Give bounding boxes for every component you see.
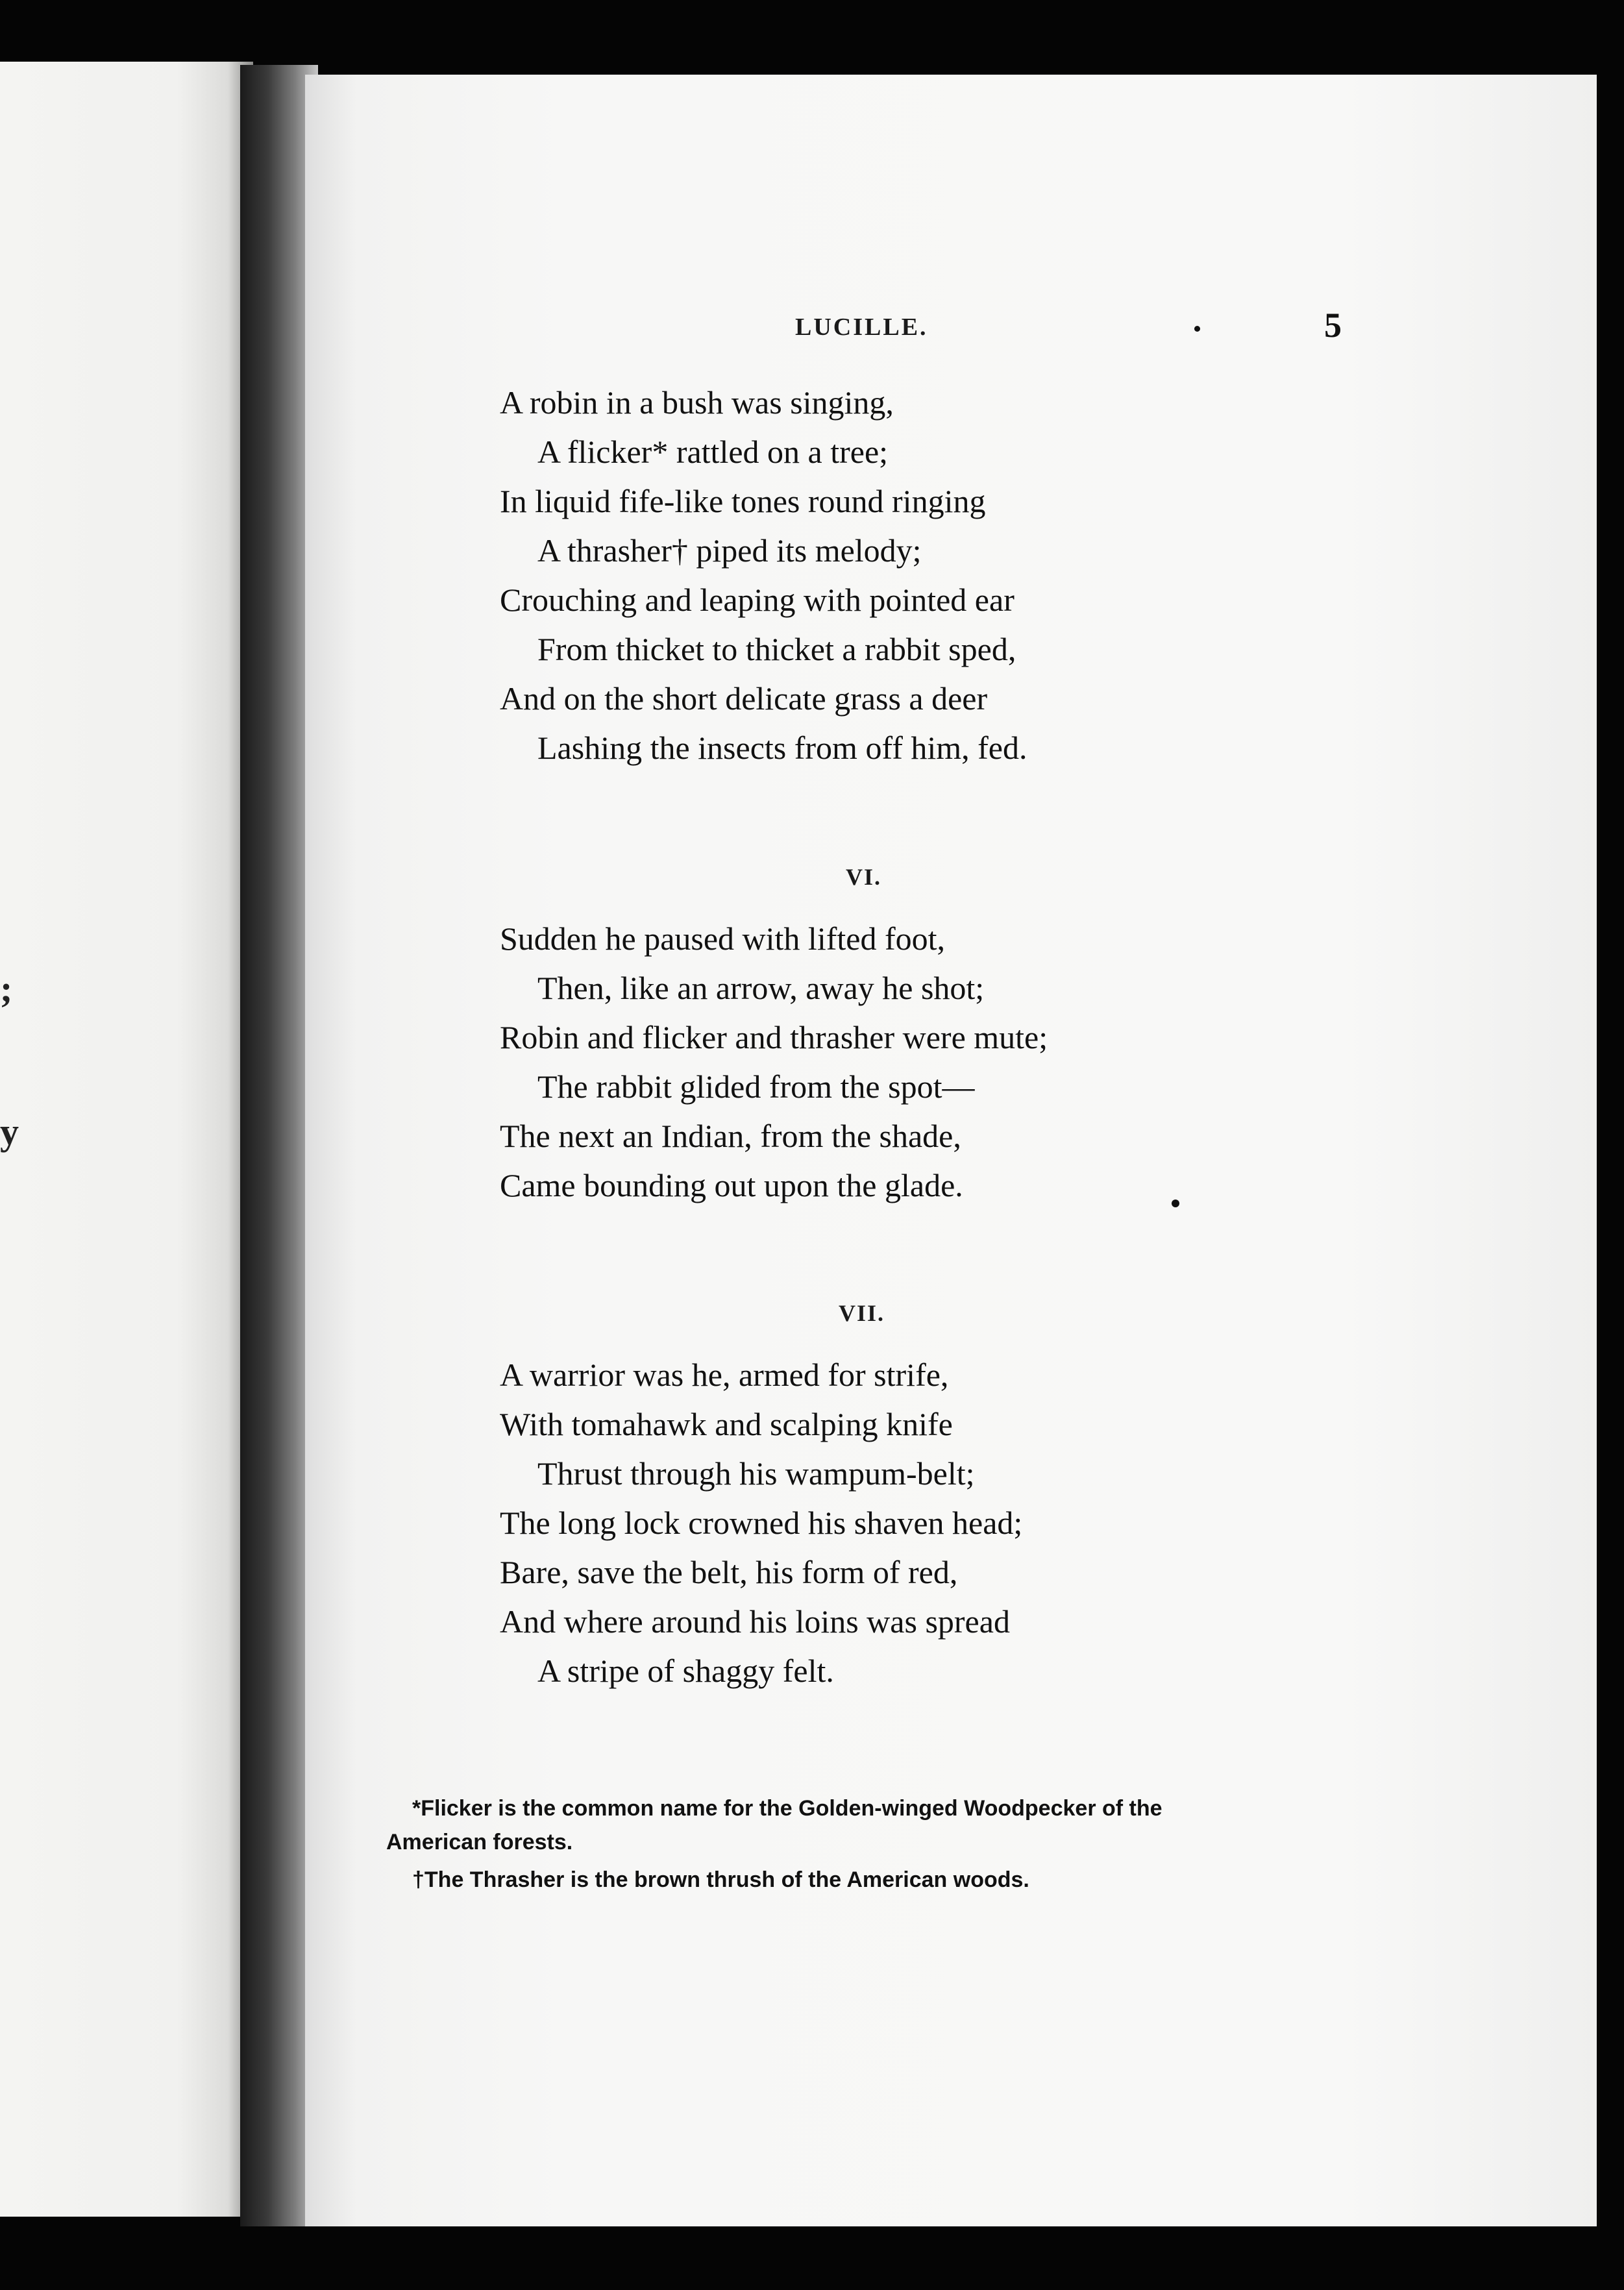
- verse-line: Lashing the insects from off him, fed.: [537, 730, 1027, 766]
- verse-line: Crouching and leaping with pointed ear: [500, 582, 1015, 618]
- page-number: 5: [1324, 306, 1342, 345]
- verse-line: A warrior was he, armed for strife,: [500, 1357, 949, 1393]
- verse-line: Robin and flicker and thrasher were mute;: [500, 1019, 1048, 1055]
- verse-line: The rabbit glided from the spot—: [537, 1068, 975, 1105]
- footnotes: [386, 1791, 1347, 1901]
- stanza-vi: [500, 914, 1048, 1210]
- verse-line: A stripe of shaggy felt.: [537, 1653, 834, 1689]
- verse-line: A robin in a bush was singing,: [500, 384, 894, 421]
- footnote-text: *Flicker is the common name for the Golden-winged Woodpecker of the: [412, 1796, 1163, 1821]
- left-page-fragment: ;: [0, 968, 13, 1010]
- stanza-1: [500, 378, 1027, 772]
- verse-line: And on the short delicate grass a deer: [500, 680, 988, 717]
- print-speck: [1172, 1200, 1179, 1207]
- stanza-vii: [500, 1350, 1022, 1695]
- footnote-flicker: [386, 1791, 1347, 1859]
- left-page-fragment: y: [0, 1111, 19, 1153]
- footnote-thrasher: [386, 1863, 1347, 1897]
- print-speck: [1194, 326, 1200, 332]
- verse-line: A thrasher† piped its melody;: [537, 532, 922, 569]
- verse-line: Then, like an arrow, away he shot;: [537, 970, 985, 1006]
- running-head: LUCILLE.: [795, 314, 928, 341]
- verse-line: The long lock crowned his shaven head;: [500, 1505, 1023, 1541]
- verse-line: In liquid fife-like tones round ringing: [500, 483, 986, 519]
- stanza-numeral: VI.: [846, 864, 882, 890]
- verse-line: With tomahawk and scalping knife: [500, 1406, 953, 1442]
- verse-line: A flicker* rattled on a tree;: [537, 434, 889, 470]
- verse-line: The next an Indian, from the shade,: [500, 1118, 961, 1154]
- verse-line: Came bounding out upon the glade.: [500, 1167, 963, 1203]
- verse-line: From thicket to thicket a rabbit sped,: [537, 631, 1016, 667]
- verse-line: Thrust through his wampum-belt;: [537, 1455, 975, 1492]
- footnote-text: American forests.: [386, 1830, 573, 1854]
- left-page: [0, 62, 253, 2217]
- footnote-text: †The Thrasher is the brown thrush of the American woods.: [412, 1867, 1029, 1892]
- verse-line: Sudden he paused with lifted foot,: [500, 920, 945, 957]
- verse-line: And where around his loins was spread: [500, 1603, 1010, 1640]
- verse-line: Bare, save the belt, his form of red,: [500, 1554, 958, 1590]
- stanza-numeral: VII.: [839, 1300, 885, 1326]
